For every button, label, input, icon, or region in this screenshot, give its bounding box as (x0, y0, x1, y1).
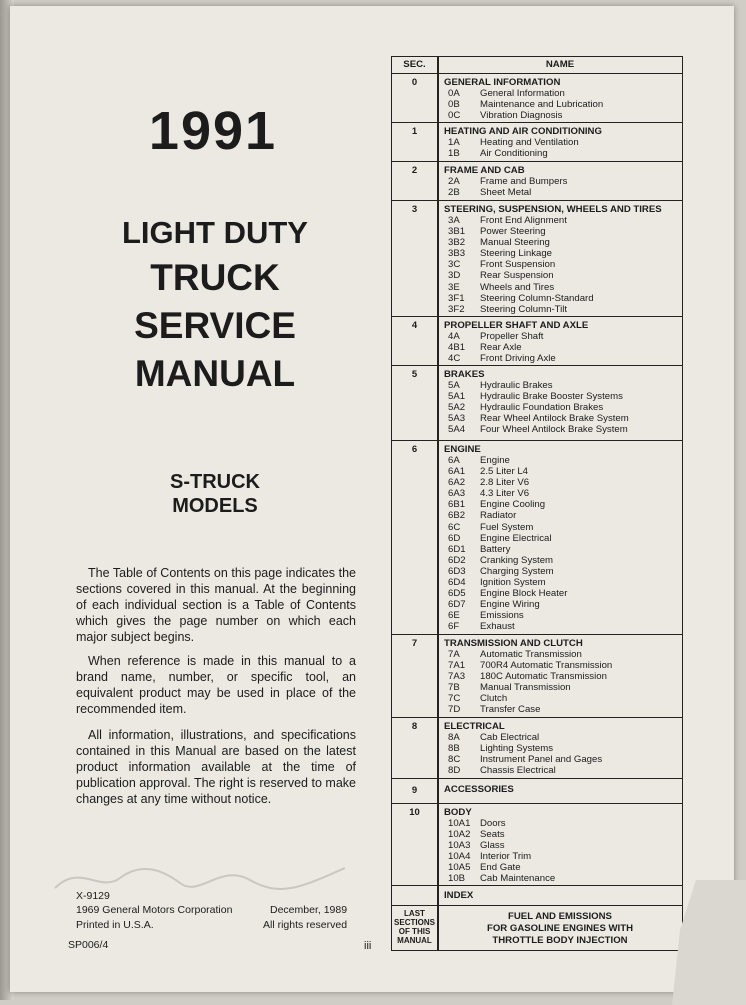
list-item: 4B1 Rear Axle (448, 342, 522, 354)
list-item: 10A1 Doors (448, 818, 506, 829)
section-title: BRAKES (444, 369, 485, 380)
list-item: 3F2 Steering Column-Tilt (448, 303, 568, 315)
list-item: 10B Cab Maintenance (448, 873, 556, 885)
list-item: 4A Propeller Shaft (448, 331, 544, 342)
document-code: SP006/4 (68, 939, 109, 951)
list-item: 1A Heating and Ventilation (448, 137, 579, 148)
list-item: 10A2 Seats (448, 829, 505, 841)
section-title: ELECTRICAL (444, 721, 505, 732)
list-item: 7D Transfer Case (448, 704, 541, 716)
section-number: 2 (411, 165, 418, 176)
list-item: 3D Rear Suspension (448, 270, 554, 282)
list-item: 6D2 Cranking System (448, 554, 554, 566)
list-item: 6B2 Radiator (448, 510, 517, 522)
list-item: 3A Front End Alignment (448, 215, 567, 226)
toc-section-7[interactable] (392, 635, 682, 718)
list-item: 5A4 Four Wheel Antilock Brake System (448, 424, 628, 436)
list-item: 2A Frame and Bumpers (448, 176, 568, 187)
list-item: 0C Vibration Diagnosis (448, 110, 563, 122)
list-item: 0A General Information (448, 88, 565, 99)
list-item: 10A4 Interior Trim (448, 851, 532, 863)
list-item: 10A5 End Gate (448, 862, 521, 874)
section-title: FRAME AND CAB (444, 165, 525, 176)
toc-index[interactable] (392, 886, 682, 906)
list-item: 3B2 Manual Steering (448, 237, 550, 249)
list-item: 6D1 Battery (448, 543, 511, 555)
section-number: 0 (411, 77, 418, 88)
list-item: 7A Automatic Transmission (448, 649, 582, 660)
rights-line: All rights reserved (263, 919, 348, 931)
list-item: 6A1 2.5 Liter L4 (448, 466, 529, 478)
list-item: 6C Fuel System (448, 521, 534, 533)
section-title: BODY (444, 807, 472, 818)
list-item: 7A3 180C Automatic Transmission (448, 671, 607, 683)
section-number: 4 (411, 320, 418, 331)
list-item: 7C Clutch (448, 693, 508, 705)
disclaimer-paragraph: All information, illustrations, and specifications contained in this Manual are based on the latest product information available at the time of publication approval. The right is reserved to make changes at any time without notice. (76, 728, 356, 806)
title-line: TRUCK (150, 257, 280, 298)
toc-section-1[interactable] (392, 123, 682, 162)
section-number: 7 (411, 638, 418, 649)
list-item: 3B1 Power Steering (448, 226, 546, 238)
list-item: 5A Hydraulic Brakes (448, 380, 553, 391)
list-item: 5A2 Hydraulic Foundation Brakes (448, 402, 604, 414)
reference-paragraph: When reference is made in this manual to a brand name, number, or specific tool, an equivalent product may be used in place of the recommended item. (76, 654, 356, 716)
list-item: 5A3 Rear Wheel Antilock Brake System (448, 413, 629, 425)
subtitle-line: S-TRUCK (170, 471, 260, 493)
section-number: 5 (411, 369, 418, 380)
toc-section-2[interactable] (392, 162, 682, 201)
toc-header (392, 57, 682, 74)
list-item: 6E Emissions (448, 610, 524, 622)
list-item: 6D3 Charging System (448, 565, 554, 577)
header-name: NAME (545, 59, 575, 70)
list-item: 6F Exhaust (448, 621, 515, 633)
section-number: 6 (411, 444, 418, 455)
models-subtitle (110, 470, 320, 518)
list-item: 6A3 4.3 Liter V6 (448, 488, 530, 500)
list-item: 6D7 Engine Wiring (448, 599, 540, 611)
list-item: 6D4 Ignition System (448, 577, 546, 589)
list-item: 7B Manual Transmission (448, 682, 571, 694)
list-item: 6D5 Engine Block Heater (448, 588, 568, 600)
list-item: 3B3 Steering Linkage (448, 248, 553, 260)
section-number: 10 (409, 807, 420, 818)
section-number: 1 (411, 126, 418, 137)
toc-section-0[interactable] (392, 74, 682, 123)
toc-section-5[interactable] (392, 366, 682, 441)
title-line: SERVICE (134, 305, 296, 346)
list-item: 3C Front Suspension (448, 259, 556, 271)
year-heading: 1991 (148, 101, 278, 161)
section-title: ENGINE (444, 444, 481, 455)
list-item: 10A3 Glass (448, 840, 505, 852)
last-sections-title: FUEL AND EMISSIONS FOR GASOLINE ENGINES WITH THROTTLE BODY INJECTION (486, 911, 634, 946)
section-title: STEERING, SUSPENSION, WHEELS AND TIRES (444, 204, 662, 215)
section-title: ACCESSORIES (444, 784, 514, 795)
section-title: GENERAL INFORMATION (444, 77, 561, 88)
manual-title (80, 212, 350, 398)
section-title: INDEX (444, 890, 474, 901)
toc-section-4[interactable] (392, 317, 682, 366)
list-item: 3F1 Steering Column-Standard (448, 292, 594, 304)
list-item: 6B1 Engine Cooling (448, 499, 546, 511)
section-title: PROPELLER SHAFT AND AXLE (444, 320, 589, 331)
section-number: 8 (411, 721, 418, 732)
list-item: 8B Lighting Systems (448, 743, 554, 755)
subtitle-line: MODELS (172, 495, 258, 517)
form-number: X-9129 (76, 890, 110, 902)
toc-section-10[interactable] (392, 804, 682, 886)
toc-section-8[interactable] (392, 718, 682, 779)
intro-paragraph: The Table of Contents on this page indicates the sections covered in this manual. At the beginning of each individual section is a Table of Contents which gives the page number on which each major subject begins. (76, 566, 356, 644)
section-number: 9 (411, 785, 418, 796)
list-item: 6A Engine (448, 455, 510, 466)
title-line: LIGHT DUTY (122, 215, 308, 250)
list-item: 8D Chassis Electrical (448, 765, 556, 777)
last-sections-label: LAST SECTIONS OF THIS MANUAL (394, 909, 435, 945)
table-of-contents (391, 56, 683, 951)
list-item: 8A Cab Electrical (448, 732, 540, 743)
list-item: 0B Maintenance and Lubrication (448, 99, 604, 111)
list-item: 3E Wheels and Tires (448, 281, 555, 293)
list-item: 8C Instrument Panel and Gages (448, 754, 603, 766)
title-line: MANUAL (134, 353, 296, 394)
toc-section-9[interactable] (392, 779, 682, 804)
header-sec: SEC. (403, 59, 426, 70)
publication-date: December, 1989 (270, 904, 348, 916)
list-item: 4C Front Driving Axle (448, 353, 556, 365)
printed-line: Printed in U.S.A. (76, 919, 154, 931)
list-item: 6D Engine Electrical (448, 532, 552, 544)
toc-last-sections[interactable] (392, 906, 682, 950)
section-title: TRANSMISSION AND CLUTCH (444, 638, 583, 649)
toc-section-3[interactable] (392, 201, 682, 317)
list-item: 6A2 2.8 Liter V6 (448, 477, 530, 489)
list-item: 5A1 Hydraulic Brake Booster Systems (448, 391, 623, 403)
page-number: iii (364, 940, 372, 952)
list-item: 1B Air Conditioning (448, 148, 548, 160)
section-title: HEATING AND AIR CONDITIONING (444, 126, 602, 137)
list-item: 2B Sheet Metal (448, 187, 532, 199)
section-number: 3 (411, 204, 418, 215)
toc-section-6[interactable] (392, 441, 682, 635)
list-item: 7A1 700R4 Automatic Transmission (448, 660, 613, 672)
copyright-line: 1969 General Motors Corporation (76, 904, 233, 916)
